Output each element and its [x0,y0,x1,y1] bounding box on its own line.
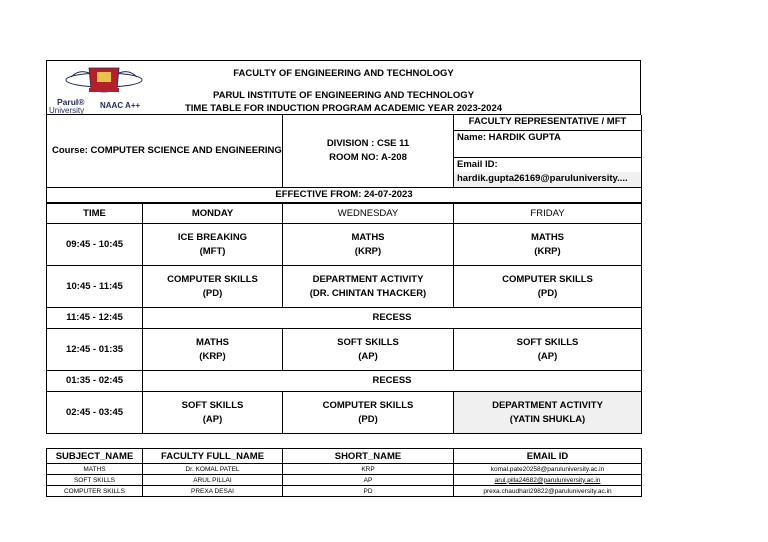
subject-text: MATHS [195,336,230,348]
faculty-code: (PD) [358,413,378,425]
class-cell [283,329,454,371]
effective-date: EFFECTIVE FROM: 24-07-2023 [47,188,642,203]
timetable-title: TIME TABLE FOR INDUCTION PROGRAM ACADEMIC YEAR 2023-2024 [184,103,503,114]
time-slot: 01:35 - 02:45 [47,371,143,392]
table-row [47,486,642,497]
email-label: Email ID: [454,157,642,172]
subject-text: SOFT SKILLS [181,399,244,411]
time-slot: 10:45 - 11:45 [47,266,143,308]
division-cell [283,115,454,188]
subject-text: MATHS [530,231,565,243]
room-text: ROOM NO: A-208 [329,152,407,163]
header-cell [47,61,641,115]
email-link[interactable]: arul.pilla24682@paruluniversity.ac.in [454,475,642,486]
time-slot: 09:45 - 10:45 [47,224,143,266]
naac-logo-text: NAAC A++ [100,101,141,110]
logo-university-text: University [49,106,85,115]
division-text: DIVISION : CSE 11 [326,138,410,149]
timetable-header-row [47,204,642,224]
subject-text: SOFT SKILLS [516,336,579,348]
time-slot: 11:45 - 12:45 [47,308,143,329]
faculty-title: FACULTY OF ENGINEERING AND TECHNOLOGY [233,68,454,79]
short-name: AP [283,475,454,486]
time-slot: 12:45 - 01:35 [47,329,143,371]
faculty-name: ARUL PILLAI [143,475,283,486]
subject-name: COMPUTER SKILLS [47,486,143,497]
recess-cell: RECESS [143,371,642,392]
class-cell [143,266,283,308]
subject-text: DEPARTMENT ACTIVITY [492,399,603,411]
logo-parul-text: Parul® [57,97,85,107]
faculty-code: (KRP) [354,245,382,257]
subject-name: SOFT SKILLS [47,475,143,486]
table-row [47,371,642,392]
table-row [47,329,642,371]
class-cell [283,392,454,434]
faculty-code: (PD) [202,287,223,299]
subject-header-row [47,449,642,464]
timetable-grid [46,203,642,434]
faculty-code: (MFT) [199,245,226,257]
subject-text: DEPARTMENT ACTIVITY [312,273,424,285]
faculty-rep-name: Name: HARDIK GUPTA [454,130,642,157]
class-cell [454,224,642,266]
col-header-monday: MONDAY [143,204,283,224]
faculty-name: Dr. KOMAL PATEL [143,464,283,475]
subject-text: COMPUTER SKILLS [167,273,258,285]
class-cell [454,329,642,371]
subject-text: COMPUTER SKILLS [502,273,593,285]
col-header-faculty: FACULTY FULL_NAME [143,449,283,464]
faculty-code: (PD) [537,287,558,299]
subject-text: MATHS [351,231,385,243]
table-row [47,475,642,486]
class-cell [143,224,283,266]
class-cell [143,392,283,434]
col-header-short: SHORT_NAME [283,449,454,464]
course-cell: Course: COMPUTER SCIENCE AND ENGINEERING [47,115,283,188]
subject-name: MATHS [47,464,143,475]
recess-cell: RECESS [143,308,642,329]
faculty-code: (AP) [202,413,223,425]
header-table [46,60,641,115]
faculty-rep-title: FACULTY REPRESENTATIVE / MFT [454,115,642,130]
col-header-subject: SUBJECT_NAME [47,449,143,464]
subject-text: ICE BREAKING [177,231,248,243]
class-cell [283,224,454,266]
email-value: hardik.gupta26169@paruluniversity.... [454,172,642,188]
short-name: PD [283,486,454,497]
class-cell [143,329,283,371]
faculty-code: (AP) [537,350,558,362]
col-header-friday: FRIDAY [454,204,642,224]
faculty-code: (AP) [358,350,378,362]
email-link[interactable]: komal.pate20258@paruluniversity.ac.in [454,464,642,475]
class-cell [454,266,642,308]
class-cell [283,266,454,308]
institute-title: PARUL INSTITUTE OF ENGINEERING AND TECHNOLOGY [212,90,475,101]
subject-faculty-table [46,448,642,497]
short-name: KRP [283,464,454,475]
faculty-name: PREXA DESAI [143,486,283,497]
subject-text: SOFT SKILLS [337,336,399,348]
info-table [46,115,642,203]
faculty-code: (KRP) [199,350,226,362]
timetable-sheet [46,60,641,497]
col-header-time: TIME [47,204,143,224]
col-header-wednesday: WEDNESDAY [283,204,454,224]
time-slot: 02:45 - 03:45 [47,392,143,434]
faculty-code: (YATIN SHUKLA) [509,413,586,425]
table-row [47,464,642,475]
subject-text: COMPUTER SKILLS [322,399,414,411]
col-header-email: EMAIL ID [454,449,642,464]
class-cell [454,392,642,434]
email-link[interactable]: prexa.chaudhari29822@paruluniversity.ac.in [454,486,642,497]
table-row [47,266,642,308]
faculty-code: (KRP) [534,245,561,257]
table-row [47,308,642,329]
faculty-code: (DR. CHINTAN THACKER) [309,287,427,299]
table-row [47,392,642,434]
table-row [47,224,642,266]
